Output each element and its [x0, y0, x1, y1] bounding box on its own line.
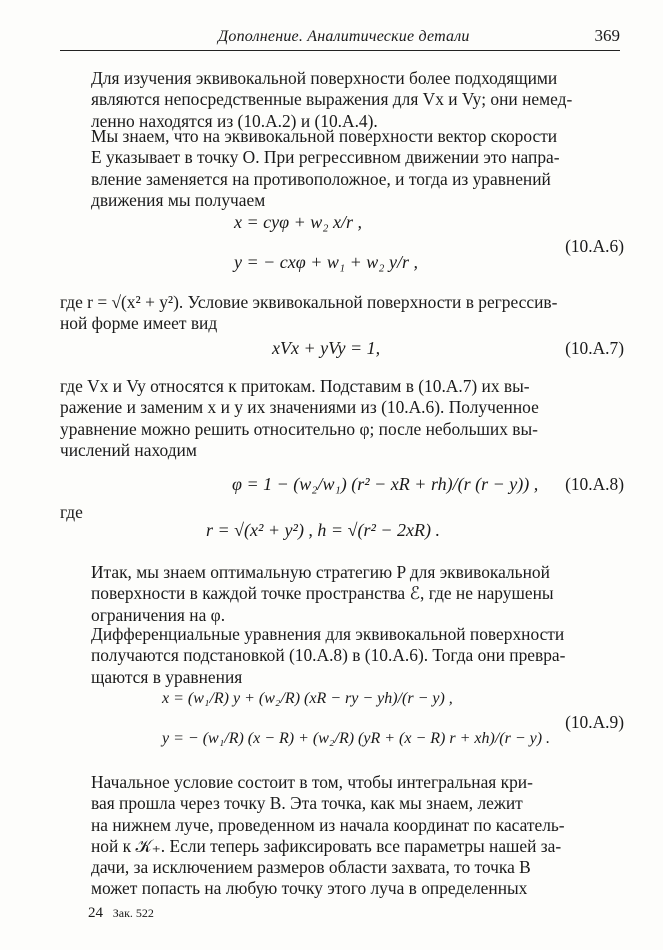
- text-line: на нижнем луче, проведенном из начала координат по касатель-: [91, 814, 565, 835]
- equation-10a7: xVx + yVy = 1,: [272, 338, 381, 358]
- paragraph-1: [60, 68, 620, 132]
- printer-signature: [88, 905, 154, 922]
- running-header: [60, 26, 620, 51]
- text-line: ограничения на φ.: [91, 604, 226, 625]
- equation-10a8: φ = 1 − (w₂/w₁) (r² − xR + rh)/(r (r − y)) ,: [232, 474, 539, 494]
- text-line: уравнение можно решить относительно φ; после небольших вы-: [60, 418, 538, 439]
- equation-number-10a8: (10.А.8): [565, 474, 624, 494]
- where-label: где: [60, 502, 83, 522]
- text-line: Для изучения эквивокальной поверхности более подходящими: [91, 68, 558, 88]
- text-line: щаются в уравнения: [91, 666, 243, 687]
- text-line: ражение и заменим x и y их значениями из (10.А.6). Полученное: [60, 397, 539, 418]
- paragraph-6: [60, 624, 620, 688]
- text-line: вление заменяется на противоположное, и тогда из уравнений: [91, 168, 551, 189]
- text-line: Дифференциальные уравнения для эквивокальной поверхности: [91, 624, 565, 644]
- equation-number-10a6: (10.А.6): [565, 236, 624, 256]
- text-line: где r = √(x² + y²). Условие эквивокальной поверхности в регрессив-: [60, 292, 558, 312]
- text-line: Мы знаем, что на эквивокальной поверхности вектор скорости: [91, 126, 558, 146]
- equation-10a9-line1: x = (w₁/R) y + (w₂/R) (xR − ry − yh)/(r − y) ,: [162, 690, 453, 707]
- equation-10a6-line1: x = cyφ + w₂ x/r ,: [234, 212, 362, 232]
- text-line: являются непосредственные выражения для Vx и Vy; они немед-: [91, 89, 573, 110]
- text-line: E указывает в точку O. При регрессивном движении это напра-: [91, 147, 560, 168]
- header-title: Дополнение. Аналитические детали: [218, 28, 470, 45]
- page-number: 369: [594, 26, 620, 45]
- equation-10a9-line2: y = − (w₁/R) (x − R) + (w₂/R) (yR + (x − R) r + xh)/(r − y) .: [162, 730, 551, 747]
- text-line: дачи, за исключением размеров области захвата, то точка B: [91, 857, 531, 878]
- order-number: Зак. 522: [112, 906, 154, 920]
- text-line: ной к 𝒦₊. Если теперь зафиксировать все параметры нашей за-: [91, 835, 562, 856]
- equation-number-10a9: (10.А.9): [565, 712, 624, 732]
- paragraph-7: [60, 772, 620, 900]
- text-line: Начальное условие состоит в том, чтобы интегральная кри-: [91, 772, 533, 792]
- text-line: может попасть на любую точку этого луча в определенных: [91, 878, 528, 899]
- text-line: поверхности в каждой точке пространства ℰ, где не нарушены: [91, 583, 554, 604]
- equation-10a6-line2: y = − cxφ + w₁ + w₂ y/r ,: [234, 252, 419, 272]
- text-line: движения мы получаем: [91, 189, 266, 210]
- text-line: получаются подстановкой (10.А.8) в (10.А.6). Тогда они превра-: [91, 645, 566, 666]
- text-line: вая прошла через точку B. Эта точка, как мы знаем, лежит: [91, 793, 523, 814]
- text-line: ленно находятся из (10.А.2) и (10.А.4).: [91, 110, 378, 131]
- paragraph-5: [60, 562, 620, 626]
- paragraph-2: [60, 126, 620, 211]
- text-line: ной форме имеет вид: [60, 313, 218, 334]
- paragraph-3: [60, 292, 620, 335]
- text-line: где Vx и Vy относятся к притокам. Подставим в (10.А.7) их вы-: [60, 376, 530, 396]
- text-line: числений находим: [60, 439, 197, 460]
- paragraph-4: [60, 376, 620, 461]
- signature-number: 24: [88, 905, 103, 921]
- equation-number-10a7: (10.А.7): [565, 338, 624, 358]
- text-line: Итак, мы знаем оптимальную стратегию P для эквивокальной: [91, 562, 550, 582]
- equation-r-h: r = √(x² + y²) , h = √(r² − 2xR) .: [206, 520, 440, 540]
